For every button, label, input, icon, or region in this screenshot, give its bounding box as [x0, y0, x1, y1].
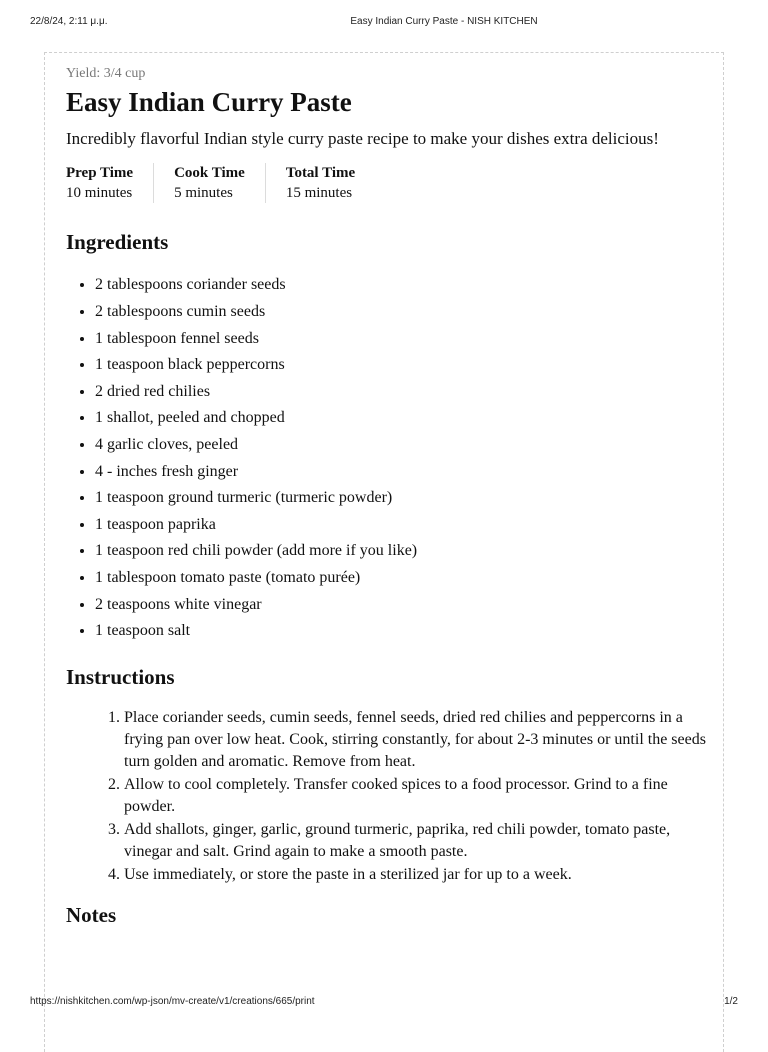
ingredient-item: • 1 teaspoon salt	[95, 618, 716, 645]
notes-heading: Notes	[66, 903, 117, 928]
page-number: 1/2	[724, 996, 738, 1007]
instructions-heading: Instructions	[66, 664, 175, 689]
prep-time-value: 10 minutes	[66, 185, 133, 201]
ingredient-item: • 1 teaspoon black peppercorns	[95, 352, 716, 379]
recipe-times	[66, 163, 716, 203]
total-time-value: 15 minutes	[285, 185, 353, 201]
cook-time	[174, 163, 266, 203]
cook-time-label: Cook Time	[174, 165, 245, 181]
print-url: https://nishkitchen.com/wp-json/mv-create/v1/creations/665/print	[30, 996, 315, 1007]
ingredient-item: • 4 - inches fresh ginger	[95, 459, 716, 486]
instruction-step: 3. Add shallots, ginger, garlic, ground turmeric, paprika, red chili powder, tomato paste, vinegar and salt. Grind again to make a smooth paste.	[124, 819, 714, 863]
total-time	[286, 163, 375, 203]
ingredient-item: • 1 tablespoon fennel seeds	[95, 326, 716, 353]
ingredients-list	[66, 272, 716, 644]
recipe-yield: Yield: 3/4 cup	[66, 66, 146, 81]
ingredient-item: • 4 garlic cloves, peeled	[95, 432, 716, 459]
ingredient-item: • 1 teaspoon paprika	[95, 512, 716, 539]
ingredient-item: • 2 teaspoons white vinegar	[95, 592, 716, 619]
ingredient-item: • 1 tablespoon tomato paste (tomato purée)	[95, 565, 716, 592]
instruction-step: 1. Place coriander seeds, cumin seeds, fennel seeds, dried red chilies and peppercorns in a frying pan over low heat. Cook, stirring constantly, for about 2-3 minutes or until the seeds turn golden and aromatic. Remove from heat.	[124, 707, 714, 773]
total-time-label: Total Time	[285, 165, 356, 181]
recipe-title: Easy Indian Curry Paste	[66, 87, 352, 117]
recipe-content	[66, 66, 716, 946]
print-footer	[0, 996, 768, 1010]
ingredient-item: • 1 teaspoon red chili powder (add more if you like)	[95, 538, 716, 565]
ingredients-heading: Ingredients	[66, 230, 169, 254]
instruction-step: 2. Allow to cool completely. Transfer cooked spices to a food processor. Grind to a fine powder.	[124, 774, 714, 818]
ingredient-item: • 2 dried red chilies	[95, 379, 716, 406]
recipe-summary: Incredibly flavorful Indian style curry paste recipe to make your dishes extra delicious!	[66, 129, 659, 148]
prep-time	[66, 163, 154, 203]
print-page-title: Easy Indian Curry Paste - NISH KITCHEN	[350, 16, 538, 27]
ingredient-item: • 1 teaspoon ground turmeric (turmeric powder)	[95, 485, 716, 512]
cook-time-value: 5 minutes	[174, 185, 233, 201]
instruction-step: 4. Use immediately, or store the paste in a sterilized jar for up to a week.	[124, 864, 714, 886]
instructions-list	[66, 707, 716, 886]
ingredient-item: • 1 shallot, peeled and chopped	[95, 405, 716, 432]
prep-time-label: Prep Time	[66, 165, 134, 181]
ingredient-item: • 2 tablespoons cumin seeds	[95, 299, 716, 326]
print-header	[0, 16, 768, 30]
ingredient-item: • 2 tablespoons coriander seeds	[95, 272, 716, 299]
print-date: 22/8/24, 2:11 μ.μ.	[30, 16, 108, 27]
